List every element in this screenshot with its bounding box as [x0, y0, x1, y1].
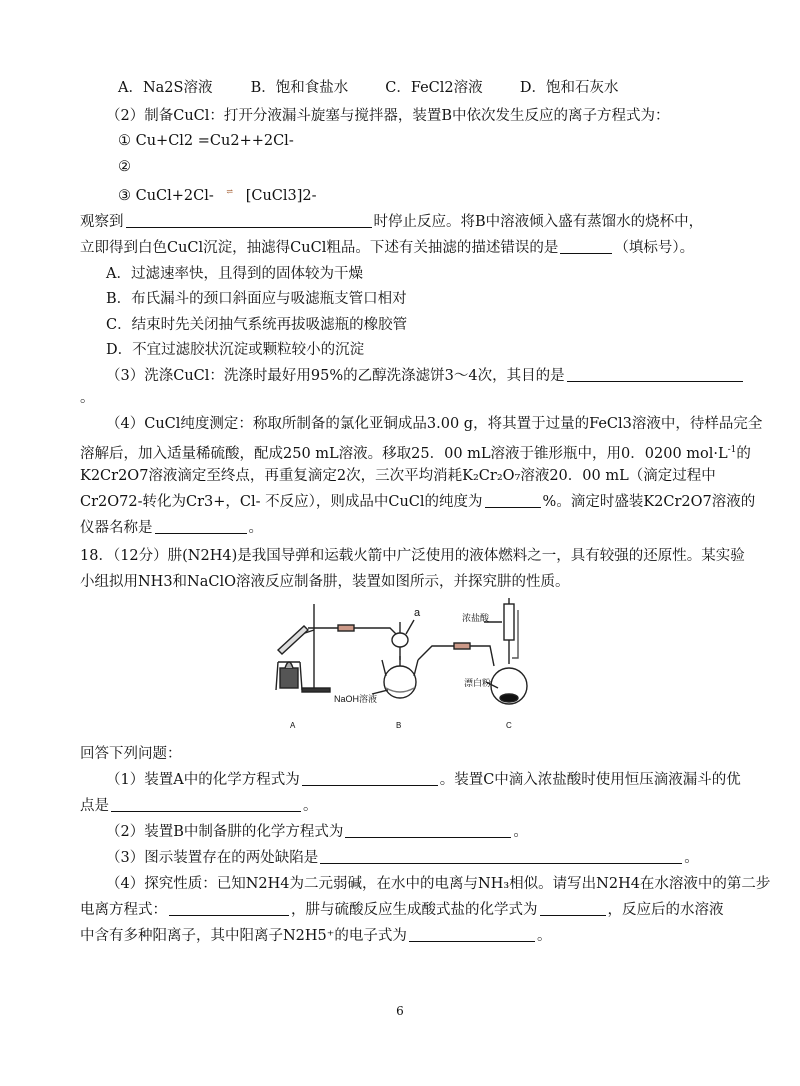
answer-1c-line [80, 796, 318, 816]
answer-blank-1[interactable] [302, 771, 438, 786]
three-neck-flask [384, 666, 416, 698]
answer-blank-purity[interactable] [485, 493, 541, 508]
observe-tail: 时停止反应。将B中溶液倾入盛有蒸馏水的烧杯中， [373, 214, 704, 230]
q2-eq2: ② [118, 159, 131, 175]
option-b: B．饱和食盐水 [250, 80, 349, 96]
option-a: A．Na2S溶液 [118, 80, 213, 96]
answer-3-line [106, 848, 699, 868]
q4-line1: （4）CuCl纯度测定：称取所制备的氯化亚铜成品3.00 g，将其置于过量的FeCl3溶液中，待样品完全 [106, 416, 763, 432]
q2-observe [80, 212, 703, 232]
answer-2-text: （2）装置B中制备肼的化学方程式为 [106, 824, 344, 840]
answer-4-text-d: 中含有多种阳离子，其中阳离子N2H5⁺的电子式为 [80, 928, 407, 944]
test-tube [278, 626, 308, 654]
filter-tail: （填标号）。 [614, 240, 695, 256]
caption-c: C [506, 721, 512, 730]
answer-2-line [106, 822, 528, 842]
q4-line2-text: 溶解后，加入适量稀硫酸，配成250 mL溶液。移取25．00 mL溶液于锥形瓶中，用0．0200 mol·L [80, 445, 728, 462]
answer-blank-q3[interactable] [567, 367, 743, 382]
label-bleach: 漂白粉 [464, 678, 492, 688]
observe-label: 观察到 [80, 214, 124, 230]
answer-blank-filter[interactable] [560, 239, 612, 254]
q2-filter-line [80, 238, 694, 258]
q4-line5 [80, 518, 263, 538]
answer-1c-tail: 。 [303, 798, 318, 814]
caption-b: B [396, 721, 402, 730]
q4-line3: K2Cr2O7溶液滴定至终点，再重复滴定2次，三次平均消耗K₂Cr₂O₇溶液20．00 mL（滴定过程中 [80, 468, 716, 484]
q2-eq3-left: ③ CuCl+2Cl- [118, 188, 214, 204]
answer-4-line1: （4）探究性质：已知N2H4为二元弱碱，在水中的电离与NH₃相似。请写出N2H4在水溶液中的第二步 [106, 876, 771, 892]
answer-3-tail: 。 [684, 850, 699, 866]
stand-base [302, 688, 330, 692]
q3-text: （3）洗涤CuCl：洗涤时最好用95%的乙醇洗涤滤饼3～4次，其目的是 [106, 368, 565, 384]
answer-1-text: （1）装置A中的化学方程式为 [106, 772, 300, 788]
answer-blank-1c[interactable] [111, 797, 301, 812]
q4-line2 [80, 440, 751, 464]
answer-blank-4b[interactable] [540, 901, 606, 916]
separatory-funnel [392, 633, 408, 647]
q2-eq3-right: [CuCl3]2- [245, 188, 317, 204]
options-line [118, 78, 618, 98]
answer-4-line2 [80, 900, 724, 920]
label-naoh: NaOH溶液 [334, 694, 378, 704]
answer-1-line [106, 770, 741, 790]
q2-eq1: ① Cu+Cl2 =Cu2++2Cl- [118, 133, 294, 149]
filter-option-a: A．过滤速率快，且得到的固体较为干燥 [106, 266, 363, 282]
label-a: a [414, 607, 421, 619]
q4-line4-text: Cr2O72-转化为Cr3+，Cl- 不反应），则成品中CuCl的纯度为 [80, 494, 483, 510]
answer-blank-4c[interactable] [409, 927, 535, 942]
answer-4-text-a: 电离方程式： [80, 902, 167, 918]
q2-eq3 [118, 182, 317, 206]
answer-blank-2[interactable] [345, 823, 511, 838]
answer-4-text-c: ，反应后的水溶液 [607, 902, 724, 918]
bleach-powder [500, 694, 518, 702]
answer-blank-4a[interactable] [169, 901, 289, 916]
answer-4-line3 [80, 926, 551, 946]
answer-blank-instrument[interactable] [155, 519, 247, 534]
label-hcl: 浓盐酸 [462, 613, 490, 623]
option-c: C．FeCl2溶液 [385, 80, 483, 96]
answer-1-tail: 。装置C中滴入浓盐酸时使用恒压滴液漏斗的优 [439, 772, 741, 788]
dropping-funnel [504, 604, 514, 640]
rubber-joint-2 [454, 643, 470, 649]
page-number: 6 [396, 1004, 404, 1018]
q18-line1: 18．（12分）肼(N2H4)是我国导弹和运载火箭中广泛使用的液体燃料之一，具有较强的还原性。某实验 [80, 548, 745, 564]
apparatus-figure [272, 598, 532, 738]
answer-3-text: （3）图示装置存在的两处缺陷是 [106, 850, 319, 866]
filter-option-c: C．结束时先关闭抽气系统再拔吸滤瓶的橡胶管 [106, 317, 408, 333]
filter-option-d: D．不宜过滤胶状沉淀或颗粒较小的沉淀 [106, 342, 365, 358]
equilibrium-mark: ⇌ [226, 187, 234, 196]
answer-blank-3[interactable] [320, 849, 682, 864]
q4-line5-tail: 。 [248, 520, 263, 536]
answer-1c-text: 点是 [80, 798, 109, 814]
q4-line4-tail: %。滴定时盛装K2Cr2O7溶液的 [542, 494, 756, 510]
answer-4-text-b: ，肼与硫酸反应生成酸式盐的化学式为 [291, 902, 538, 918]
answer-2-tail: 。 [513, 824, 528, 840]
filter-question: 立即得到白色CuCl沉淀，抽滤得CuCl粗品。下述有关抽滤的描述错误的是 [80, 240, 559, 256]
caption-a: A [290, 721, 296, 730]
answer-4-tail: 。 [536, 928, 552, 944]
q3-line [106, 366, 745, 386]
alcohol-lamp [280, 668, 298, 688]
answer-blank-observe[interactable] [126, 213, 372, 228]
answers-head: 回答下列问题： [80, 746, 182, 762]
q4-line2-end: 的 [736, 445, 751, 462]
q4-line4 [80, 492, 755, 512]
q2-intro: （2）制备CuCl：打开分液漏斗旋塞与搅拌器，装置B中依次发生反应的离子方程式为： [106, 108, 670, 124]
filter-option-b: B．布氏漏斗的颈口斜面应与吸滤瓶支管口相对 [106, 291, 407, 307]
q18-line2: 小组拟用NH3和NaClO溶液反应制备肼，装置如图所示，并探究肼的性质。 [80, 574, 570, 590]
option-d: D．饱和石灰水 [519, 80, 619, 96]
q4-line2-sup: -1 [727, 445, 737, 455]
q4-line5-text: 仪器名称是 [80, 520, 153, 536]
q3-end: 。 [80, 390, 95, 406]
rubber-joint-1 [338, 625, 354, 631]
